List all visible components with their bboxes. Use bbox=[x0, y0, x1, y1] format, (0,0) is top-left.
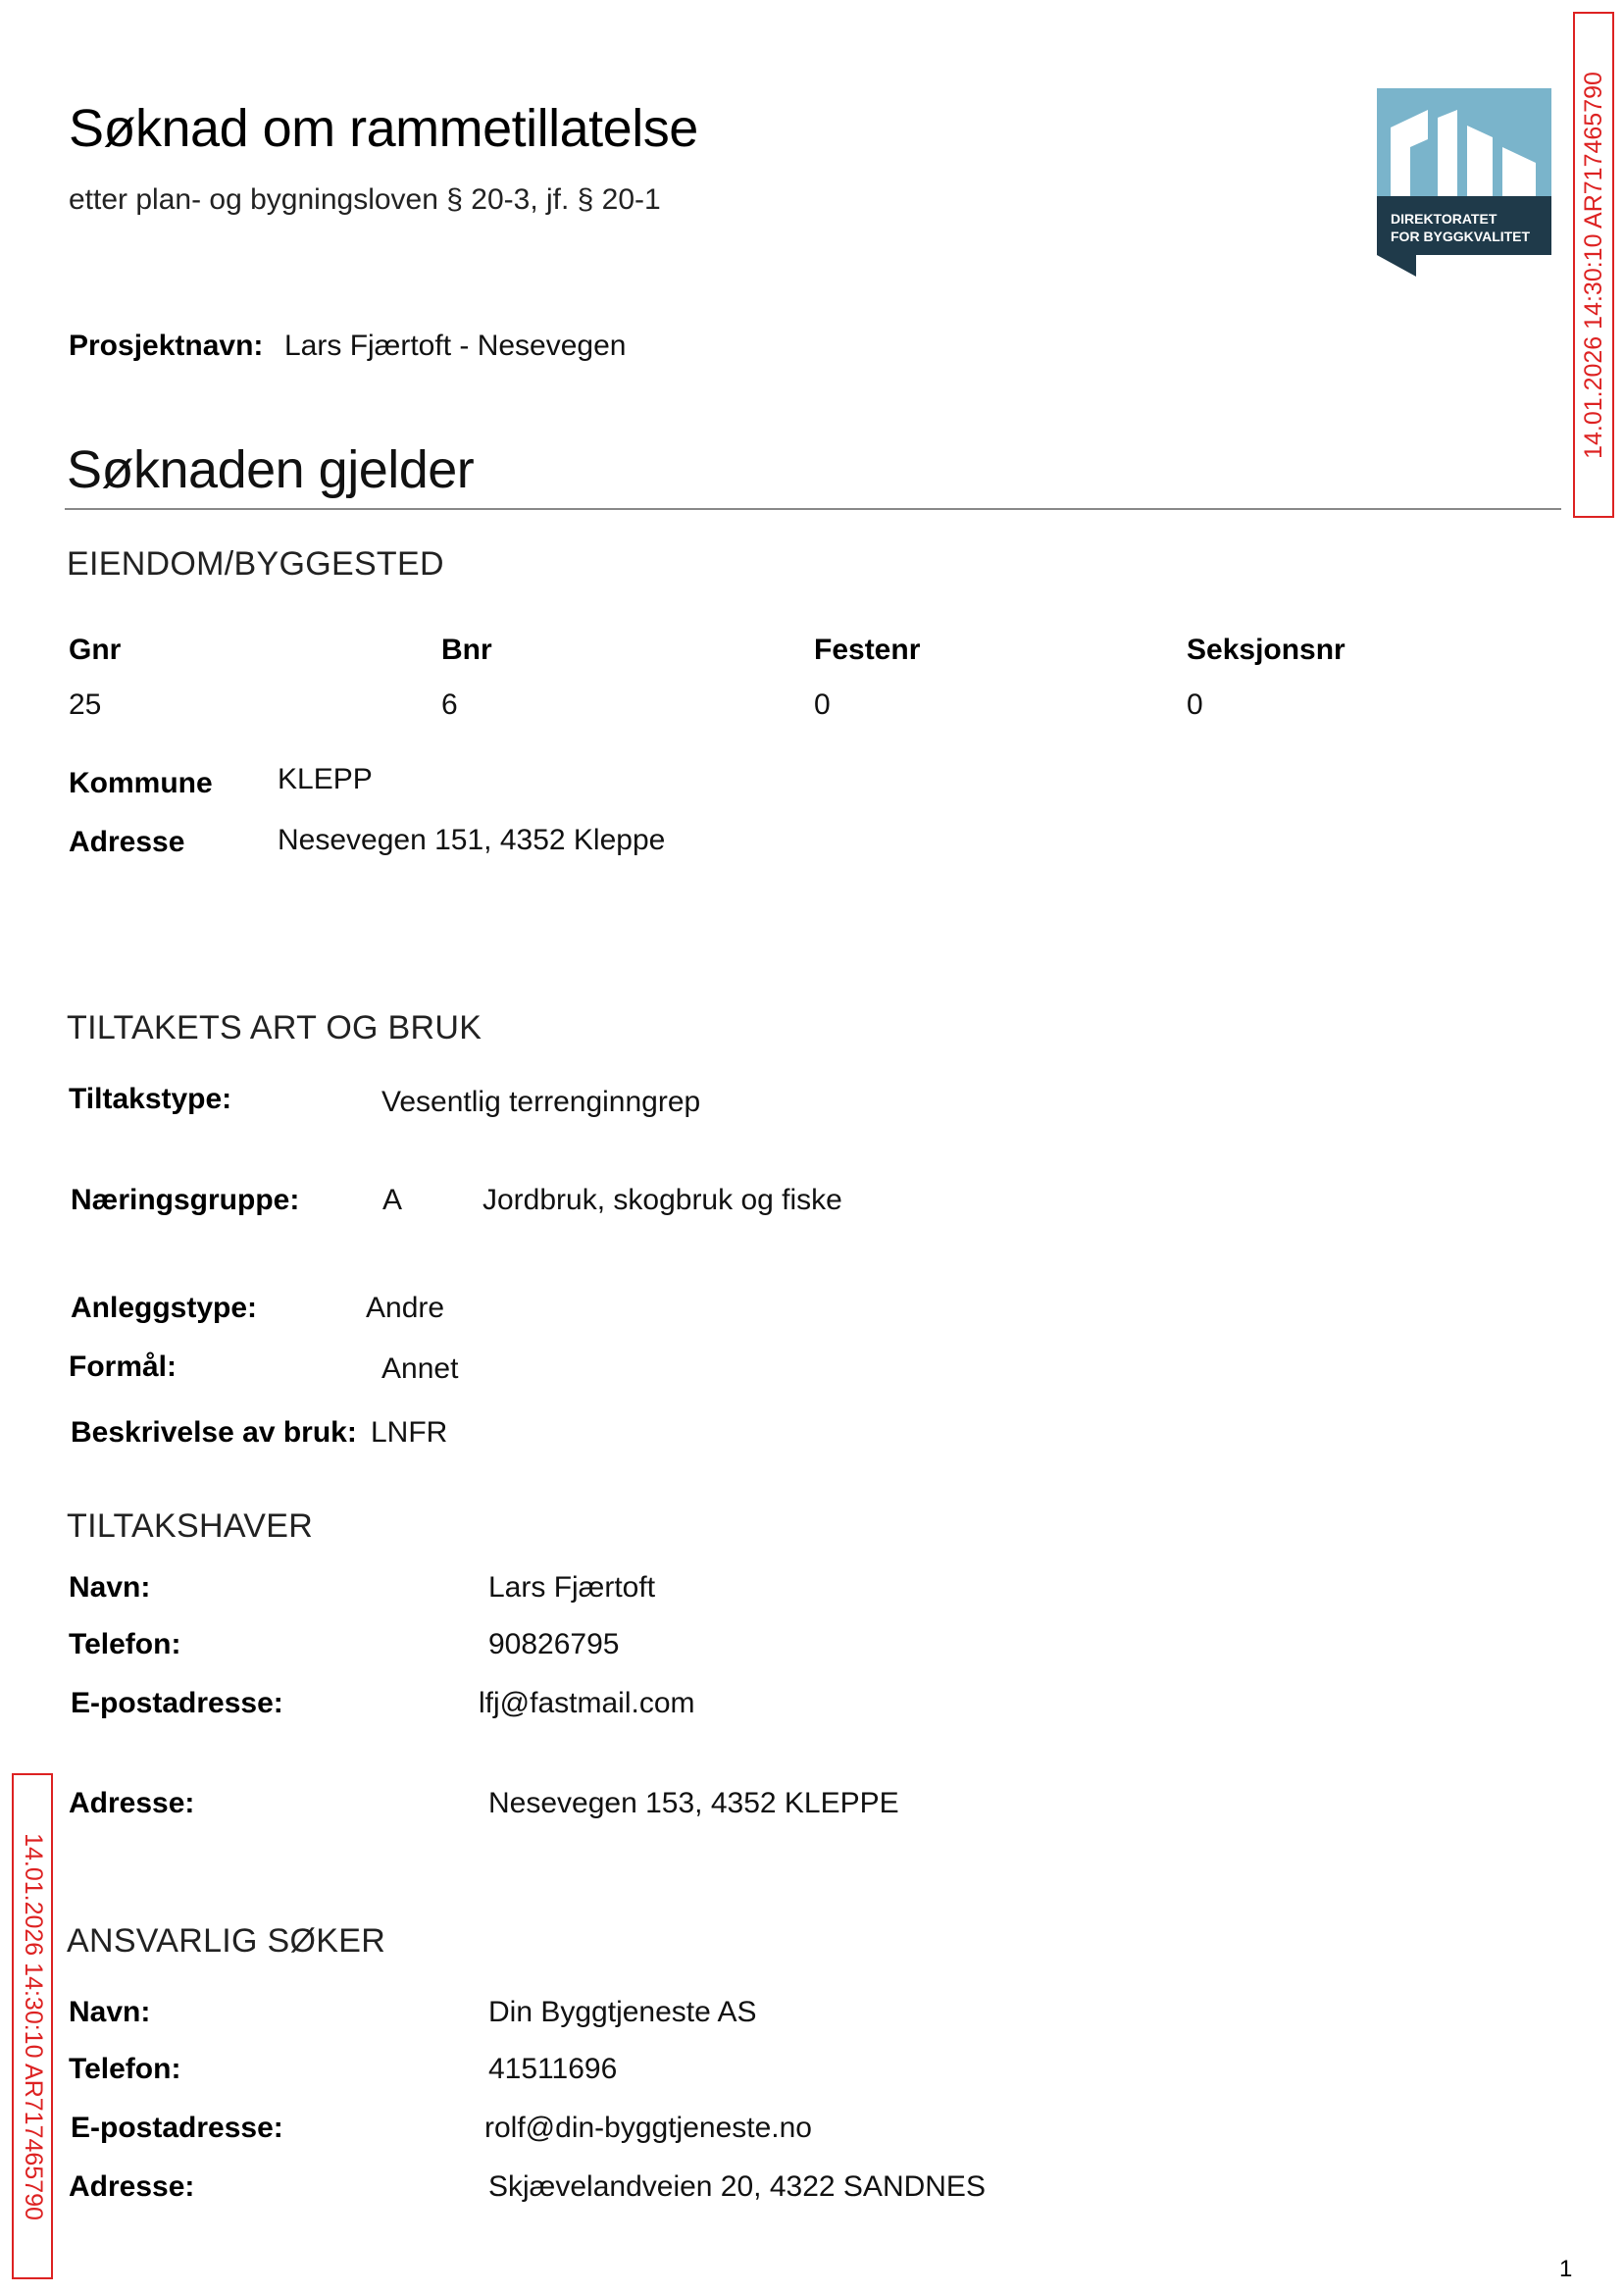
property-adresse-label: Adresse bbox=[69, 826, 185, 858]
owner-section-title: TILTAKSHAVER bbox=[67, 1507, 314, 1545]
property-adresse-value: Nesevegen 151, 4352 Kleppe bbox=[278, 824, 666, 856]
applicant-section-title: ANSVARLIG SØKER bbox=[67, 1922, 386, 1960]
beskrivelse-value: LNFR bbox=[371, 1416, 448, 1449]
tiltakstype-label: Tiltakstype: bbox=[69, 1083, 232, 1115]
owner-adresse-value: Nesevegen 153, 4352 KLEPPE bbox=[488, 1787, 899, 1819]
dibk-logo-icon bbox=[1377, 88, 1551, 277]
formal-value: Annet bbox=[381, 1352, 459, 1385]
applicant-navn-value: Din Byggtjeneste AS bbox=[488, 1996, 757, 2028]
bnr-value: 6 bbox=[441, 688, 458, 721]
gnr-label: Gnr bbox=[69, 634, 122, 666]
seksjonsnr-label: Seksjonsnr bbox=[1187, 634, 1345, 666]
anleggstype-value: Andre bbox=[366, 1292, 445, 1324]
owner-navn-label: Navn: bbox=[69, 1571, 151, 1604]
property-section-title: EIENDOM/BYGGESTED bbox=[67, 545, 444, 583]
owner-telefon-label: Telefon: bbox=[69, 1628, 181, 1660]
document-subtitle: etter plan- og bygningsloven § 20-3, jf. § 20-1 bbox=[69, 183, 661, 216]
applicant-telefon-label: Telefon: bbox=[69, 2053, 181, 2085]
owner-epost-label: E-postadresse: bbox=[71, 1687, 283, 1719]
section-heading: Søknaden gjelder bbox=[67, 440, 475, 499]
festenr-value: 0 bbox=[814, 688, 831, 721]
owner-telefon-value: 90826795 bbox=[488, 1628, 620, 1660]
stamp-text-top: 14.01.2026 14:30:10 AR717465790 bbox=[1579, 71, 1607, 459]
applicant-epost-label: E-postadresse: bbox=[71, 2112, 283, 2144]
applicant-navn-label: Navn: bbox=[69, 1996, 151, 2028]
timestamp-stamp-bottom bbox=[12, 1773, 53, 2279]
dibk-logo bbox=[1377, 88, 1551, 277]
owner-navn-value: Lars Fjærtoft bbox=[488, 1571, 656, 1604]
formal-label: Formål: bbox=[69, 1351, 178, 1383]
document-title: Søknad om rammetillatelse bbox=[69, 99, 698, 158]
measure-section-title: TILTAKETS ART OG BRUK bbox=[67, 1009, 482, 1046]
applicant-adresse-value: Skjævelandveien 20, 4322 SANDNES bbox=[488, 2170, 986, 2203]
tiltakstype-value: Vesentlig terrenginngrep bbox=[381, 1086, 701, 1118]
naeringsgruppe-value: Jordbruk, skogbruk og fiske bbox=[482, 1184, 842, 1216]
applicant-epost-value: rolf@din-byggtjeneste.no bbox=[484, 2112, 812, 2144]
gnr-value: 25 bbox=[69, 688, 102, 721]
naeringsgruppe-label: Næringsgruppe: bbox=[71, 1184, 300, 1216]
logo-line2: FOR BYGGKVALITET bbox=[1391, 229, 1531, 244]
owner-epost-value: lfj@fastmail.com bbox=[479, 1687, 695, 1719]
seksjonsnr-value: 0 bbox=[1187, 688, 1203, 721]
heading-divider bbox=[65, 508, 1561, 510]
beskrivelse-label: Beskrivelse av bruk: bbox=[71, 1416, 357, 1449]
timestamp-stamp-top bbox=[1573, 12, 1614, 518]
project-label: Prosjektnavn: bbox=[69, 330, 264, 362]
bnr-label: Bnr bbox=[441, 634, 492, 666]
page-number: 1 bbox=[1559, 2256, 1573, 2282]
festenr-label: Festenr bbox=[814, 634, 921, 666]
applicant-adresse-label: Adresse: bbox=[69, 2170, 195, 2203]
project-value: Lars Fjærtoft - Nesevegen bbox=[284, 330, 627, 362]
kommune-value: KLEPP bbox=[278, 763, 373, 795]
stamp-text-bottom: 14.01.2026 14:30:10 AR717465790 bbox=[19, 1832, 47, 2220]
kommune-label: Kommune bbox=[69, 767, 213, 799]
applicant-telefon-value: 41511696 bbox=[488, 2053, 618, 2085]
logo-line1: DIREKTORATET bbox=[1391, 211, 1497, 227]
anleggstype-label: Anleggstype: bbox=[71, 1292, 258, 1324]
naeringsgruppe-code: A bbox=[382, 1184, 403, 1216]
owner-adresse-label: Adresse: bbox=[69, 1787, 195, 1819]
